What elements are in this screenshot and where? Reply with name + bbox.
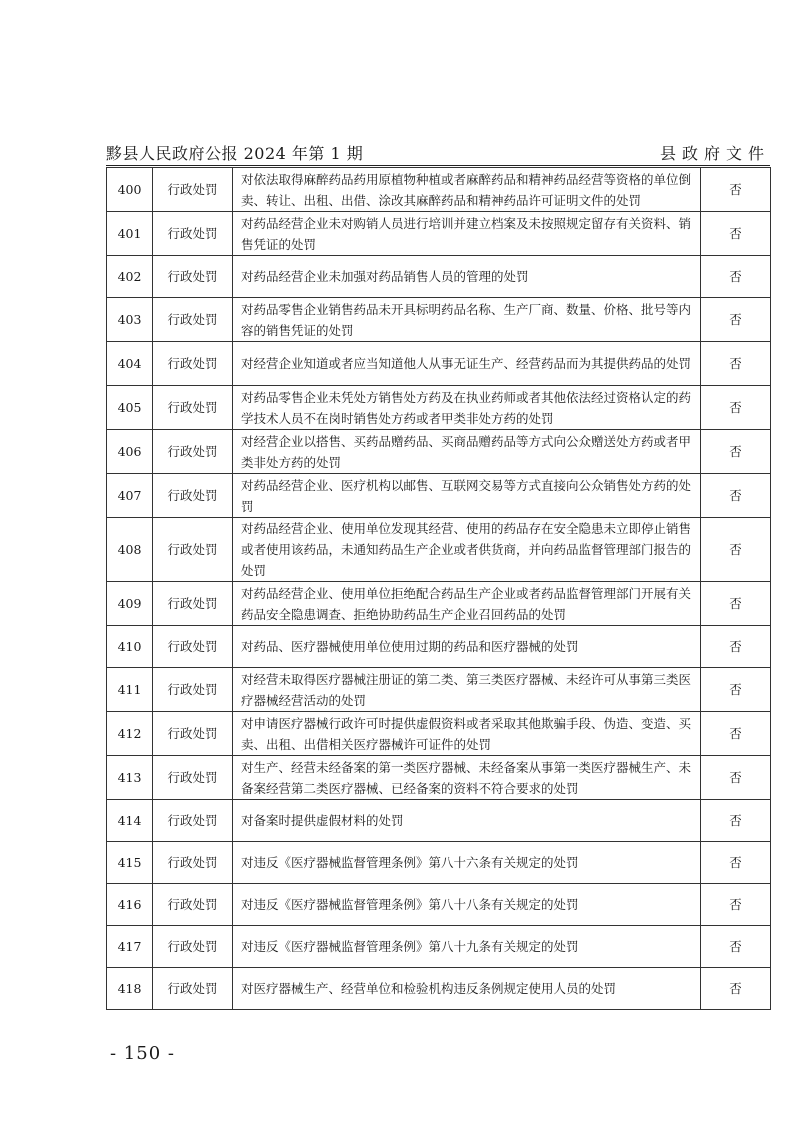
- item-flag: 否: [701, 386, 771, 430]
- table-row: [107, 256, 771, 298]
- section-title: 县政府文件: [659, 144, 770, 163]
- table-row: [107, 712, 771, 756]
- item-type: 行政处罚: [153, 712, 233, 756]
- table-row: [107, 884, 771, 926]
- item-type: 行政处罚: [153, 386, 233, 430]
- table-row: [107, 668, 771, 712]
- item-number: 418: [107, 968, 153, 1010]
- item-type: 行政处罚: [153, 626, 233, 668]
- item-number: 405: [107, 386, 153, 430]
- item-type: 行政处罚: [153, 884, 233, 926]
- item-description: 对药品、医疗器械使用单位使用过期的药品和医疗器械的处罚: [233, 626, 701, 668]
- item-type: 行政处罚: [153, 212, 233, 256]
- item-description: 对经营企业以搭售、买药品赠药品、买商品赠药品等方式向公众赠送处方药或者甲类非处方药的处罚: [233, 430, 701, 474]
- item-number: 402: [107, 256, 153, 298]
- item-number: 409: [107, 582, 153, 626]
- table-row: [107, 582, 771, 626]
- table-row: [107, 212, 771, 256]
- item-flag: 否: [701, 756, 771, 800]
- items-table: [106, 167, 771, 1010]
- item-number: 408: [107, 518, 153, 582]
- item-number: 417: [107, 926, 153, 968]
- item-type: 行政处罚: [153, 474, 233, 518]
- item-flag: 否: [701, 800, 771, 842]
- item-type: 行政处罚: [153, 582, 233, 626]
- item-type: 行政处罚: [153, 842, 233, 884]
- item-number: 407: [107, 474, 153, 518]
- table-row: [107, 842, 771, 884]
- table-row: [107, 968, 771, 1010]
- item-description: 对药品经营企业、使用单位拒绝配合药品生产企业或者药品监督管理部门开展有关药品安全隐患调查、拒绝协助药品生产企业召回药品的处罚: [233, 582, 701, 626]
- item-flag: 否: [701, 926, 771, 968]
- item-flag: 否: [701, 168, 771, 212]
- item-number: 401: [107, 212, 153, 256]
- table-row: [107, 386, 771, 430]
- page-number: - 150 -: [110, 1043, 175, 1064]
- item-flag: 否: [701, 626, 771, 668]
- item-flag: 否: [701, 884, 771, 926]
- table-row: [107, 626, 771, 668]
- page-header: [106, 139, 770, 166]
- item-description: 对依法取得麻醉药品药用原植物种植或者麻醉药品和精神药品经营等资格的单位倒卖、转让、出租、出借、涂改其麻醉药品和精神药品许可证明文件的处罚: [233, 168, 701, 212]
- item-description: 对药品经营企业未加强对药品销售人员的管理的处罚: [233, 256, 701, 298]
- item-flag: 否: [701, 474, 771, 518]
- item-description: 对违反《医疗器械监督管理条例》第八十六条有关规定的处罚: [233, 842, 701, 884]
- item-type: 行政处罚: [153, 926, 233, 968]
- item-type: 行政处罚: [153, 800, 233, 842]
- table-row: [107, 800, 771, 842]
- item-description: 对申请医疗器械行政许可时提供虚假资料或者采取其他欺骗手段、伪造、变造、买卖、出租、出借相关医疗器械许可证件的处罚: [233, 712, 701, 756]
- table-row: [107, 168, 771, 212]
- item-flag: 否: [701, 256, 771, 298]
- item-description: 对经营未取得医疗器械注册证的第二类、第三类医疗器械、未经许可从事第三类医疗器械经营活动的处罚: [233, 668, 701, 712]
- item-description: 对违反《医疗器械监督管理条例》第八十八条有关规定的处罚: [233, 884, 701, 926]
- table-row: [107, 518, 771, 582]
- item-type: 行政处罚: [153, 756, 233, 800]
- table-row: [107, 342, 771, 386]
- item-flag: 否: [701, 968, 771, 1010]
- item-number: 414: [107, 800, 153, 842]
- item-type: 行政处罚: [153, 298, 233, 342]
- item-flag: 否: [701, 842, 771, 884]
- item-flag: 否: [701, 298, 771, 342]
- item-type: 行政处罚: [153, 168, 233, 212]
- item-type: 行政处罚: [153, 968, 233, 1010]
- item-description: 对药品零售企业销售药品未开具标明药品名称、生产厂商、数量、价格、批号等内容的销售凭证的处罚: [233, 298, 701, 342]
- item-number: 411: [107, 668, 153, 712]
- item-description: 对备案时提供虚假材料的处罚: [233, 800, 701, 842]
- item-number: 415: [107, 842, 153, 884]
- item-number: 410: [107, 626, 153, 668]
- item-description: 对药品经营企业未对购销人员进行培训并建立档案及未按照规定留存有关资料、销售凭证的处罚: [233, 212, 701, 256]
- table-row: [107, 430, 771, 474]
- item-flag: 否: [701, 518, 771, 582]
- item-flag: 否: [701, 582, 771, 626]
- item-flag: 否: [701, 342, 771, 386]
- item-description: 对药品经营企业、使用单位发现其经营、使用的药品存在安全隐患未立即停止销售或者使用该药品，未通知药品生产企业或者供货商，并向药品监督管理部门报告的处罚: [233, 518, 701, 582]
- item-flag: 否: [701, 430, 771, 474]
- item-type: 行政处罚: [153, 342, 233, 386]
- item-type: 行政处罚: [153, 668, 233, 712]
- item-description: 对药品经营企业、医疗机构以邮售、互联网交易等方式直接向公众销售处方药的处罚: [233, 474, 701, 518]
- item-flag: 否: [701, 668, 771, 712]
- table-row: [107, 298, 771, 342]
- item-number: 412: [107, 712, 153, 756]
- item-type: 行政处罚: [153, 518, 233, 582]
- item-number: 416: [107, 884, 153, 926]
- item-description: 对药品零售企业未凭处方销售处方药及在执业药师或者其他依法经过资格认定的药学技术人员不在岗时销售处方药或者甲类非处方药的处罚: [233, 386, 701, 430]
- item-description: 对违反《医疗器械监督管理条例》第八十九条有关规定的处罚: [233, 926, 701, 968]
- item-type: 行政处罚: [153, 430, 233, 474]
- item-description: 对生产、经营未经备案的第一类医疗器械、未经备案从事第一类医疗器械生产、未备案经营第二类医疗器械、已经备案的资料不符合要求的处罚: [233, 756, 701, 800]
- item-number: 404: [107, 342, 153, 386]
- item-number: 406: [107, 430, 153, 474]
- item-description: 对经营企业知道或者应当知道他人从事无证生产、经营药品而为其提供药品的处罚: [233, 342, 701, 386]
- item-flag: 否: [701, 212, 771, 256]
- item-number: 400: [107, 168, 153, 212]
- item-flag: 否: [701, 712, 771, 756]
- item-description: 对医疗器械生产、经营单位和检验机构违反条例规定使用人员的处罚: [233, 968, 701, 1010]
- table-row: [107, 756, 771, 800]
- bulletin-title: 黟县人民政府公报 2024 年第 1 期: [106, 144, 364, 163]
- item-type: 行政处罚: [153, 256, 233, 298]
- item-number: 413: [107, 756, 153, 800]
- table-row: [107, 474, 771, 518]
- item-number: 403: [107, 298, 153, 342]
- table-body: [107, 168, 771, 1010]
- table-row: [107, 926, 771, 968]
